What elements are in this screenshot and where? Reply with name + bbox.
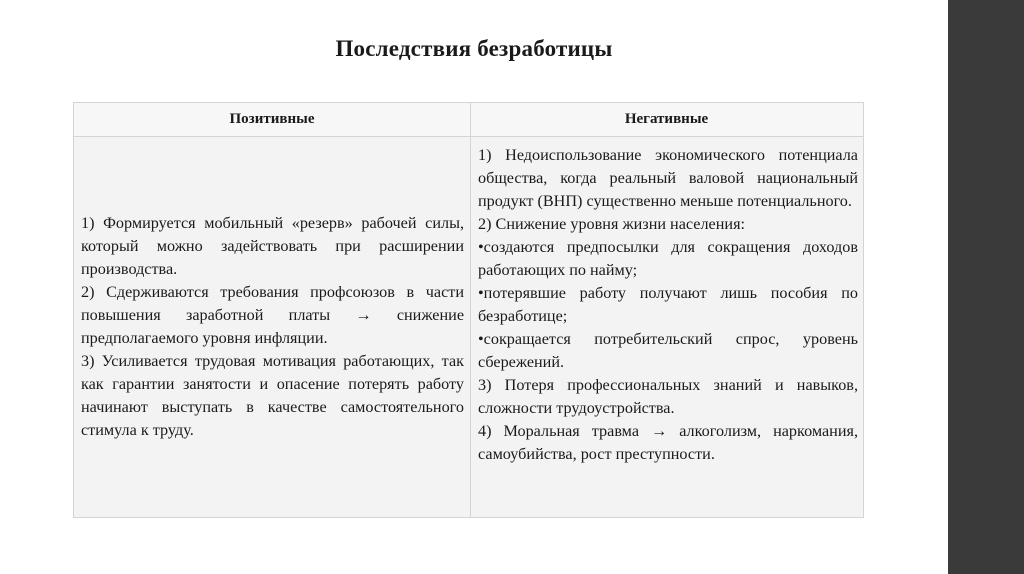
negative-item: •сокращается потребительский спрос, уровень сбережений. xyxy=(478,330,858,371)
negative-cell xyxy=(478,137,858,517)
positive-item: 2) Сдерживаются требования профсоюзов в части повышения заработной платы → снижение предполагаемого уровня инфляции. xyxy=(81,283,464,347)
header-negative: Негативные xyxy=(624,111,709,127)
negative-item: •создаются предпосылки для сокращения доходов работающих по найму; xyxy=(478,238,858,279)
negative-item: 3) Потеря профессиональных знаний и навыков, сложности трудоустройства. xyxy=(478,376,858,417)
column-divider xyxy=(470,103,471,517)
negative-item: 2) Снижение уровня жизни населения: xyxy=(478,215,746,233)
slide-title: Последствия безработицы xyxy=(335,36,613,61)
negative-item: 4) Моральная травма → алкоголизм, наркомания, самоубийства, рост преступности. xyxy=(478,422,858,463)
positive-item: 3) Усиливается трудовая мотивация работающих, так как гарантии занятости и опасение потерять работу начинают выступать в качестве самостоятельного стимула к труду. xyxy=(81,352,464,439)
table-header-row xyxy=(74,103,863,137)
consequences-table xyxy=(73,102,864,518)
side-bar xyxy=(948,0,1024,574)
positive-item: 1) Формируется мобильный «резерв» рабочей силы, который можно задействовать при расширении производства. xyxy=(81,214,464,278)
negative-item: •потерявшие работу получают лишь пособия по безработице; xyxy=(478,284,858,325)
header-positive: Позитивные xyxy=(229,111,315,127)
negative-item: 1) Недоиспользование экономического потенциала общества, когда реальный валовой национальный продукт (ВНП) существенно меньше потенциального. xyxy=(478,146,858,210)
positive-cell xyxy=(81,137,464,517)
